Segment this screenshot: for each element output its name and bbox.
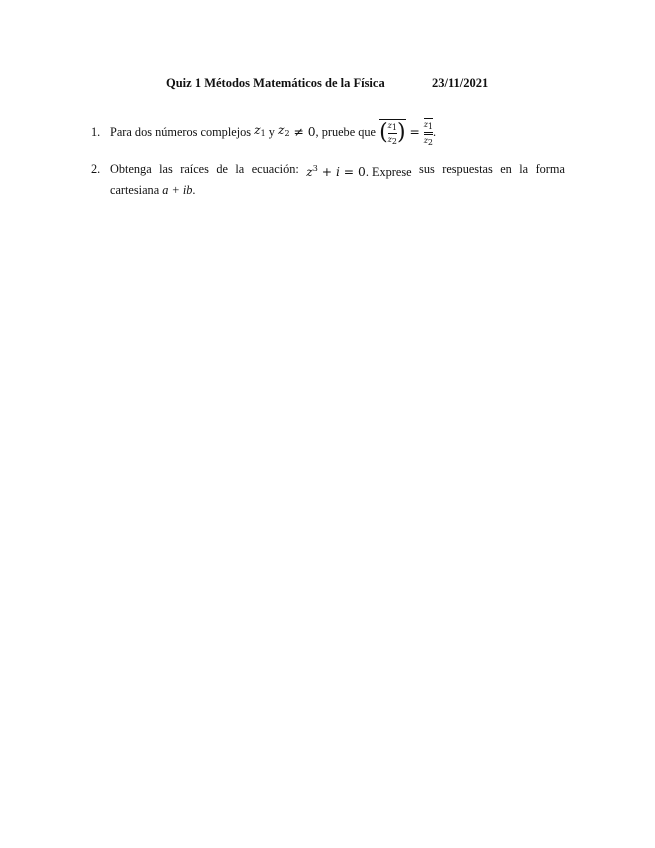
question-line-1 — [110, 160, 565, 181]
question-text — [110, 119, 437, 147]
word: respuestas — [442, 162, 493, 176]
left-paren: ( — [379, 120, 388, 145]
text-segment: , pruebe que — [315, 125, 380, 139]
equation: $z^3 + i = 0$. Exprese — [306, 164, 412, 179]
quiz-date: 23/11/2021 — [432, 76, 489, 90]
quiz-title: Quiz 1 Métodos Matemáticos de la Física — [166, 76, 385, 90]
text-segment: y — [265, 125, 279, 139]
right-paren: ) — [396, 120, 406, 145]
math-equals: = — [405, 125, 424, 139]
word: raíces — [180, 162, 209, 176]
fraction-z1-z2: $\frac{z_1}{z_2}$ — [387, 120, 397, 146]
word: sus — [419, 162, 435, 176]
header — [0, 76, 655, 96]
question-line-2 — [110, 181, 565, 199]
word: en — [500, 162, 512, 176]
math-neq-zero: ≠ 0 — [289, 125, 316, 139]
question-text — [110, 160, 565, 199]
question-number: 2. — [91, 162, 101, 176]
word: la — [519, 162, 529, 176]
text-segment: cartesiana — [110, 183, 163, 197]
text-segment: . — [192, 183, 196, 197]
question-number: 1. — [91, 125, 101, 139]
word: forma — [535, 162, 565, 176]
math-a-plus-ib: a + ib — [162, 183, 193, 197]
math-z1: $z_1$ — [254, 123, 266, 138]
word: ecuación: — [251, 162, 299, 176]
conjugate-of-quotient — [379, 119, 406, 146]
word: Obtenga — [110, 162, 152, 176]
math-z2: $z_2$ — [278, 123, 290, 138]
word: de — [216, 162, 228, 176]
question-1 — [91, 120, 571, 146]
text-segment: . — [433, 125, 437, 139]
word: las — [159, 162, 173, 176]
fraction-conj-z1-conj-z2: $\frac{z_1}{z_2}$ — [423, 119, 433, 147]
word: la — [235, 162, 245, 176]
text-segment: Para dos números complejos — [110, 125, 252, 139]
